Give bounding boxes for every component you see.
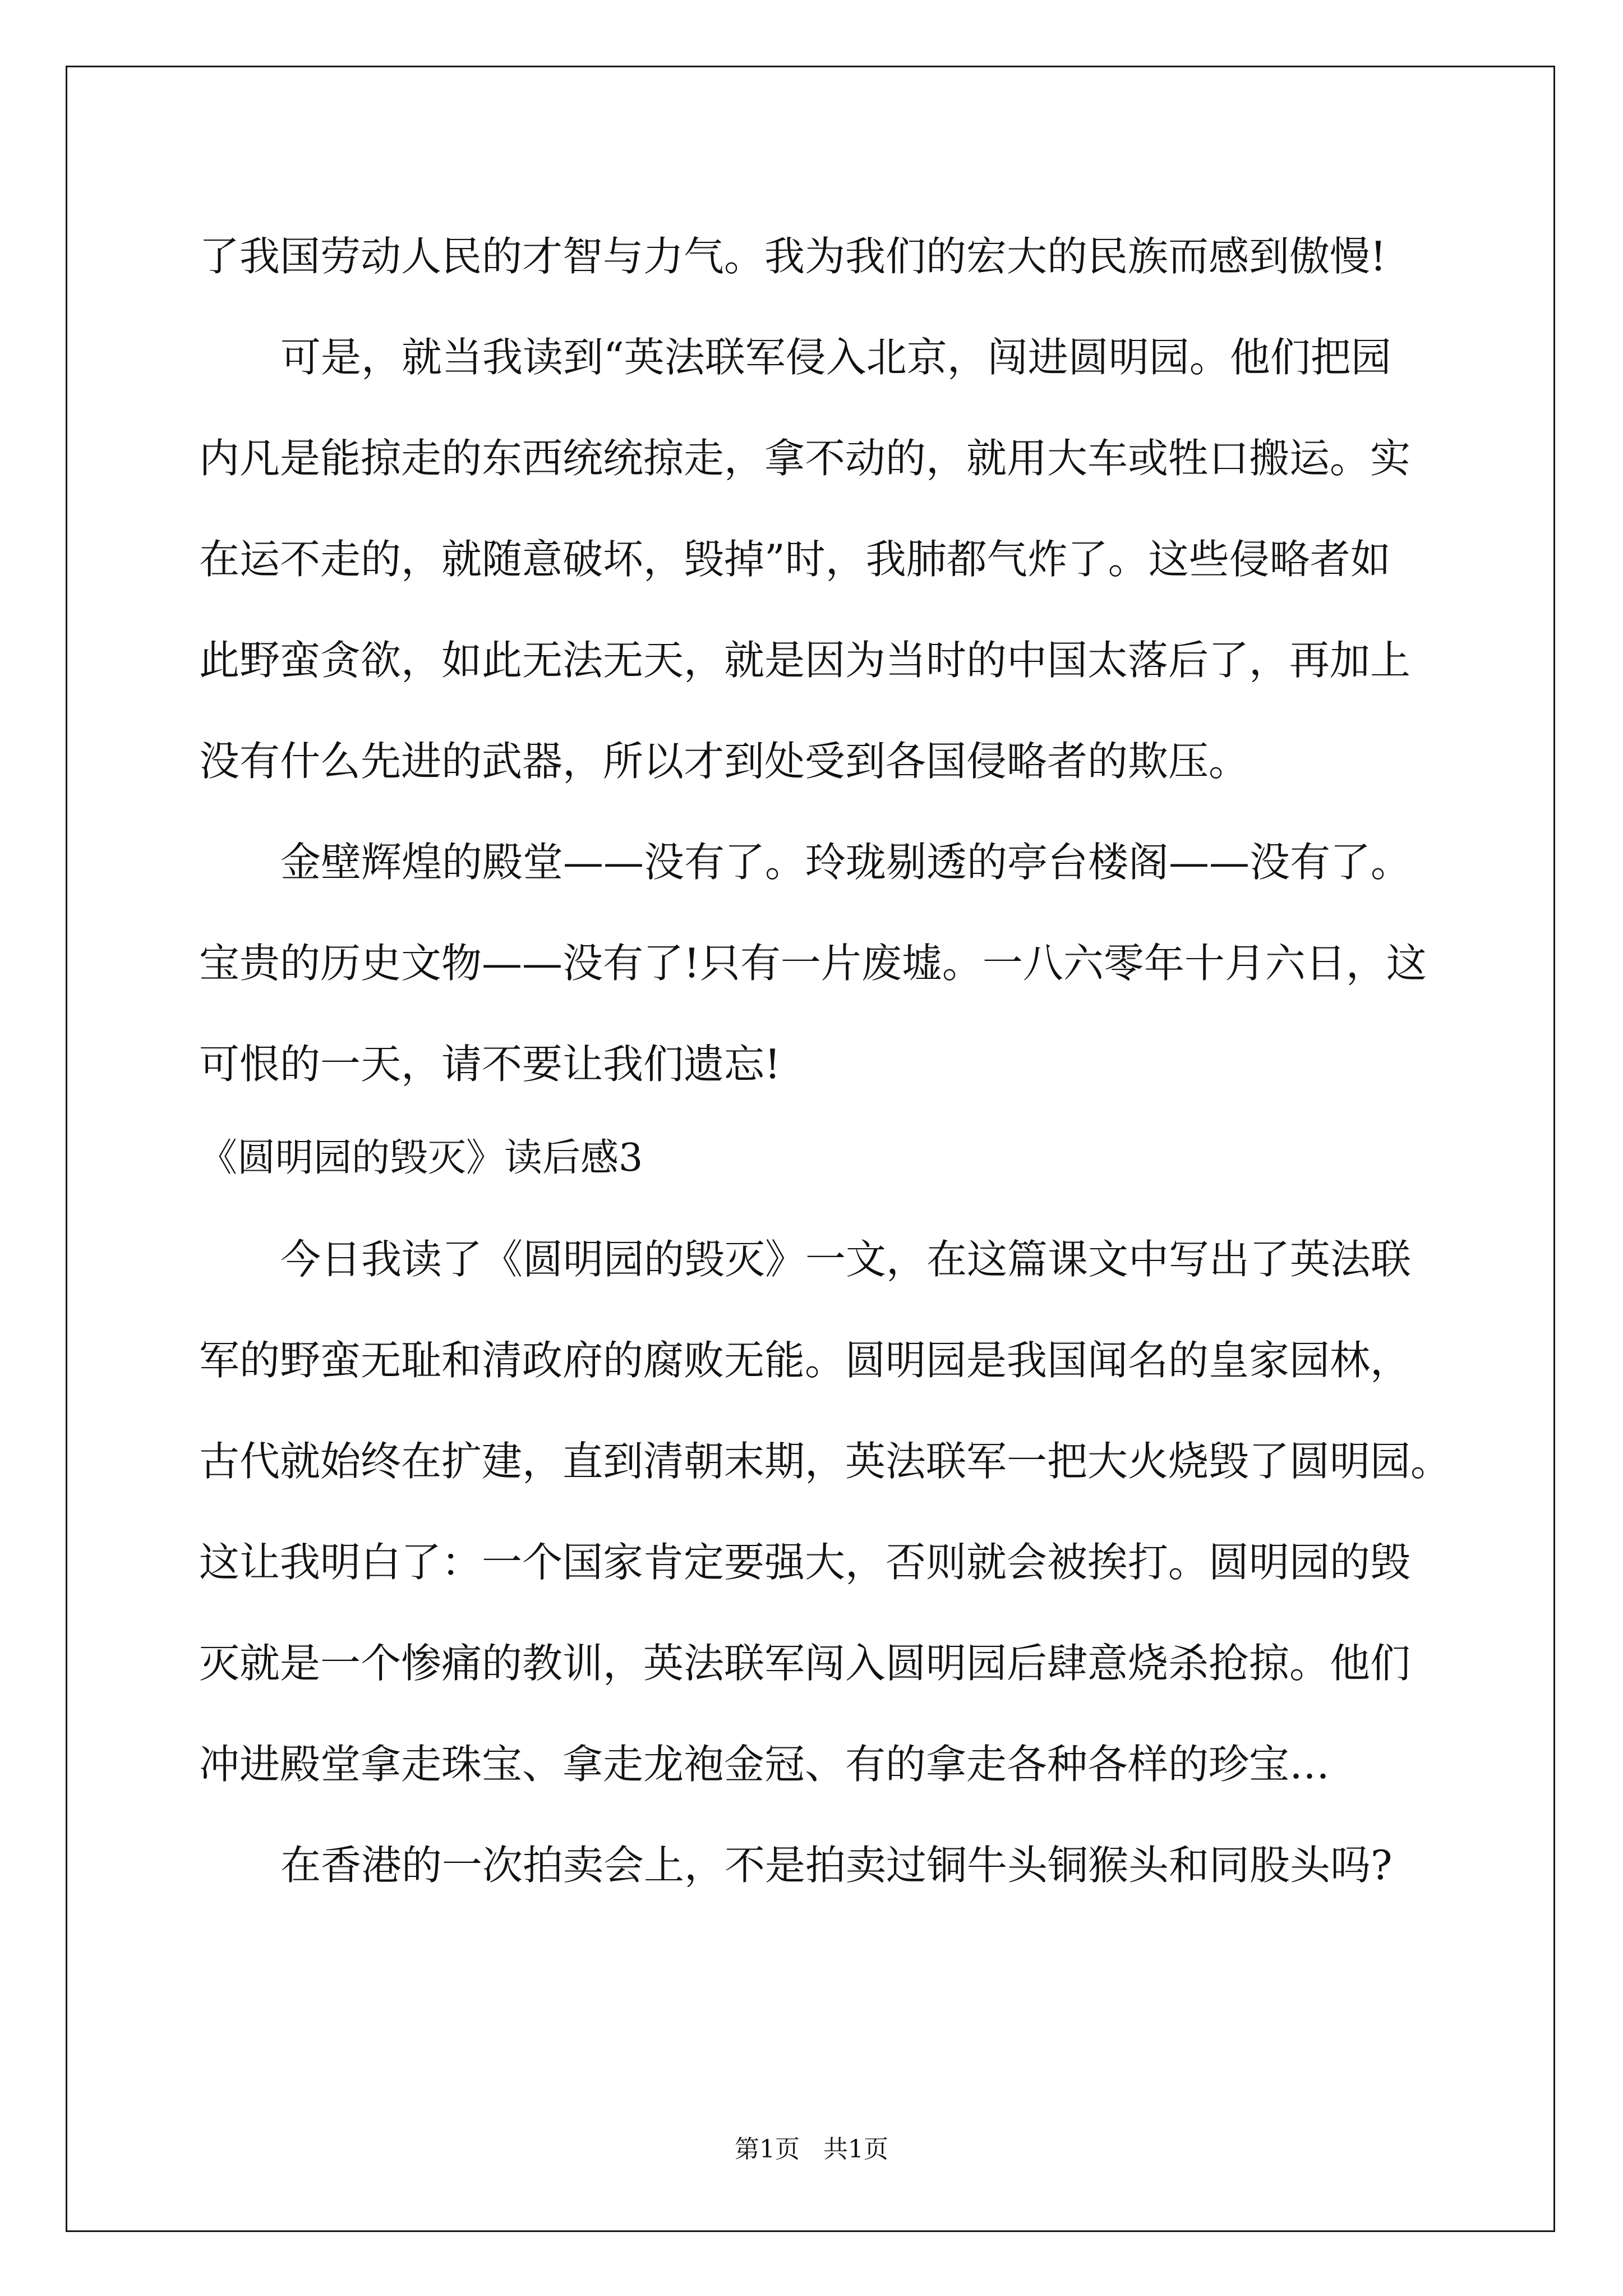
paragraph-line: 没有什么先进的武器，所以才到处受到各国侵略者的欺压。 bbox=[199, 738, 1249, 785]
paragraph-line: 灭就是一个惨痛的教训，英法联军闯入圆明园后肆意烧杀抢掠。他们 bbox=[199, 1640, 1411, 1687]
page-number: 第1页 bbox=[735, 2135, 800, 2164]
paragraph-line: 军的野蛮无耻和清政府的腐败无能。圆明园是我国闻名的皇家园林， bbox=[199, 1337, 1411, 1384]
paragraph-line: 冲进殿堂拿走珠宝、拿走龙袍金冠、有的拿走各种各样的珍宝… bbox=[199, 1741, 1330, 1788]
paragraph-line: 可恨的一天，请不要让我们遗忘! bbox=[199, 1041, 781, 1088]
page-footer bbox=[0, 2133, 1623, 2166]
footer-spacer bbox=[800, 2135, 823, 2164]
paragraph-line: 宝贵的历史文物——没有了!只有一片废墟。一八六零年十月六日，这 bbox=[199, 940, 1427, 987]
paragraph-line: 可是，就当我读到“英法联军侵入北京，闯进圆明园。他们把园 bbox=[280, 334, 1391, 381]
paragraph-line: 金壁辉煌的殿堂——没有了。玲珑剔透的亭台楼阁——没有了。 bbox=[280, 839, 1412, 886]
paragraph-line: 在香港的一次拍卖会上，不是拍卖过铜牛头铜猴头和同股头吗? bbox=[280, 1842, 1393, 1889]
section-heading: 《圆明园的毁灭》读后感3 bbox=[199, 1136, 643, 1180]
paragraph-line: 内凡是能掠走的东西统统掠走，拿不动的，就用大车或牲口搬运。实 bbox=[199, 435, 1411, 482]
page-total: 共1页 bbox=[823, 2135, 888, 2164]
paragraph-line: 在运不走的，就随意破坏，毁掉”时，我肺都气炸了。这些侵略者如 bbox=[199, 536, 1391, 583]
paragraph-line: 古代就始终在扩建，直到清朝末期，英法联军一把大火烧毁了圆明园。 bbox=[199, 1438, 1451, 1485]
paragraph-line: 今日我读了《圆明园的毁灭》一文，在这篇课文中写出了英法联 bbox=[280, 1236, 1412, 1283]
paragraph-line: 此野蛮贪欲，如此无法无天，就是因为当时的中国太落后了，再加上 bbox=[199, 637, 1411, 684]
paragraph-line: 了我国劳动人民的才智与力气。我为我们的宏大的民族而感到傲慢! bbox=[199, 233, 1386, 280]
paragraph-line: 这让我明白了：一个国家肯定要强大，否则就会被挨打。圆明园的毁 bbox=[199, 1539, 1411, 1586]
